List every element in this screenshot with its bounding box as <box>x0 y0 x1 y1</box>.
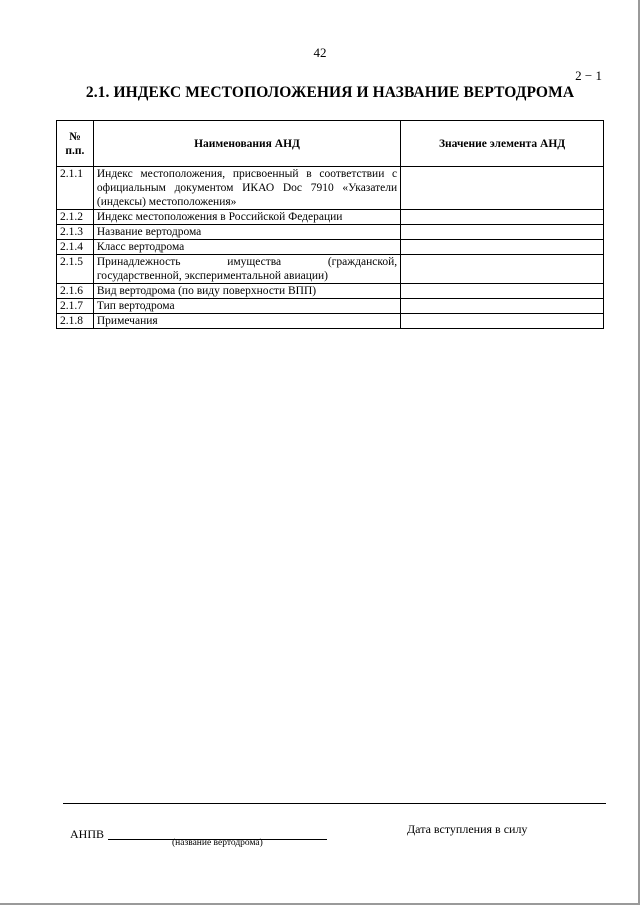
row-element-value <box>401 167 604 210</box>
row-element-name: Примечания <box>93 314 400 329</box>
row-element-name: Вид вертодрома (по виду поверхности ВПП) <box>93 284 400 299</box>
row-number: 2.1.7 <box>57 299 94 314</box>
table-row <box>57 314 604 329</box>
page-title: 2.1. ИНДЕКС МЕСТОПОЛОЖЕНИЯ И НАЗВАНИЕ ВЕРТОДРОМА <box>85 84 575 101</box>
page-number: 42 <box>313 45 327 60</box>
row-element-name: Принадлежность имущества (гражданской, государственной, экспериментальной авиации) <box>93 255 400 284</box>
row-element-name: Тип вертодрома <box>93 299 400 314</box>
row-element-value <box>401 314 604 329</box>
row-element-value <box>401 299 604 314</box>
header-num-line1: № <box>69 130 81 143</box>
row-number: 2.1.3 <box>57 225 94 240</box>
row-number: 2.1.2 <box>57 210 94 225</box>
header-value: Значение элемента АНД <box>401 121 604 167</box>
table-row <box>57 299 604 314</box>
footer-rule <box>63 803 606 804</box>
row-element-value <box>401 225 604 240</box>
row-number: 2.1.8 <box>57 314 94 329</box>
table-row <box>57 210 604 225</box>
table-row <box>57 240 604 255</box>
row-number: 2.1.1 <box>57 167 94 210</box>
table-body <box>57 167 604 329</box>
table-row <box>57 284 604 299</box>
section-code: 2 − 1 <box>575 68 602 83</box>
and-table <box>56 120 604 329</box>
row-element-name: Название вертодрома <box>93 225 400 240</box>
anpv-label: АНПВ <box>70 827 105 841</box>
row-number: 2.1.5 <box>57 255 94 284</box>
row-element-value <box>401 210 604 225</box>
header-num <box>57 121 94 167</box>
row-element-value <box>401 284 604 299</box>
row-element-name: Индекс местоположения в Российской Федерации <box>93 210 400 225</box>
table-header-row <box>57 121 604 167</box>
table-row <box>57 225 604 240</box>
header-name: Наименования АНД <box>93 121 400 167</box>
header-num-line2: п.п. <box>65 144 85 157</box>
table-row <box>57 167 604 210</box>
table-row <box>57 255 604 284</box>
row-element-name: Класс вертодрома <box>93 240 400 255</box>
row-element-value <box>401 255 604 284</box>
row-number: 2.1.4 <box>57 240 94 255</box>
row-element-value <box>401 240 604 255</box>
effective-date-label: Дата вступления в силу <box>407 822 528 836</box>
row-number: 2.1.6 <box>57 284 94 299</box>
anpv-caption: (название вертодрома) <box>172 838 263 848</box>
row-element-name: Индекс местоположения, присвоенный в соответствии с официальным документом ИКАО Doc 7910 «Указатели (индексы) местоположения» <box>93 167 400 210</box>
